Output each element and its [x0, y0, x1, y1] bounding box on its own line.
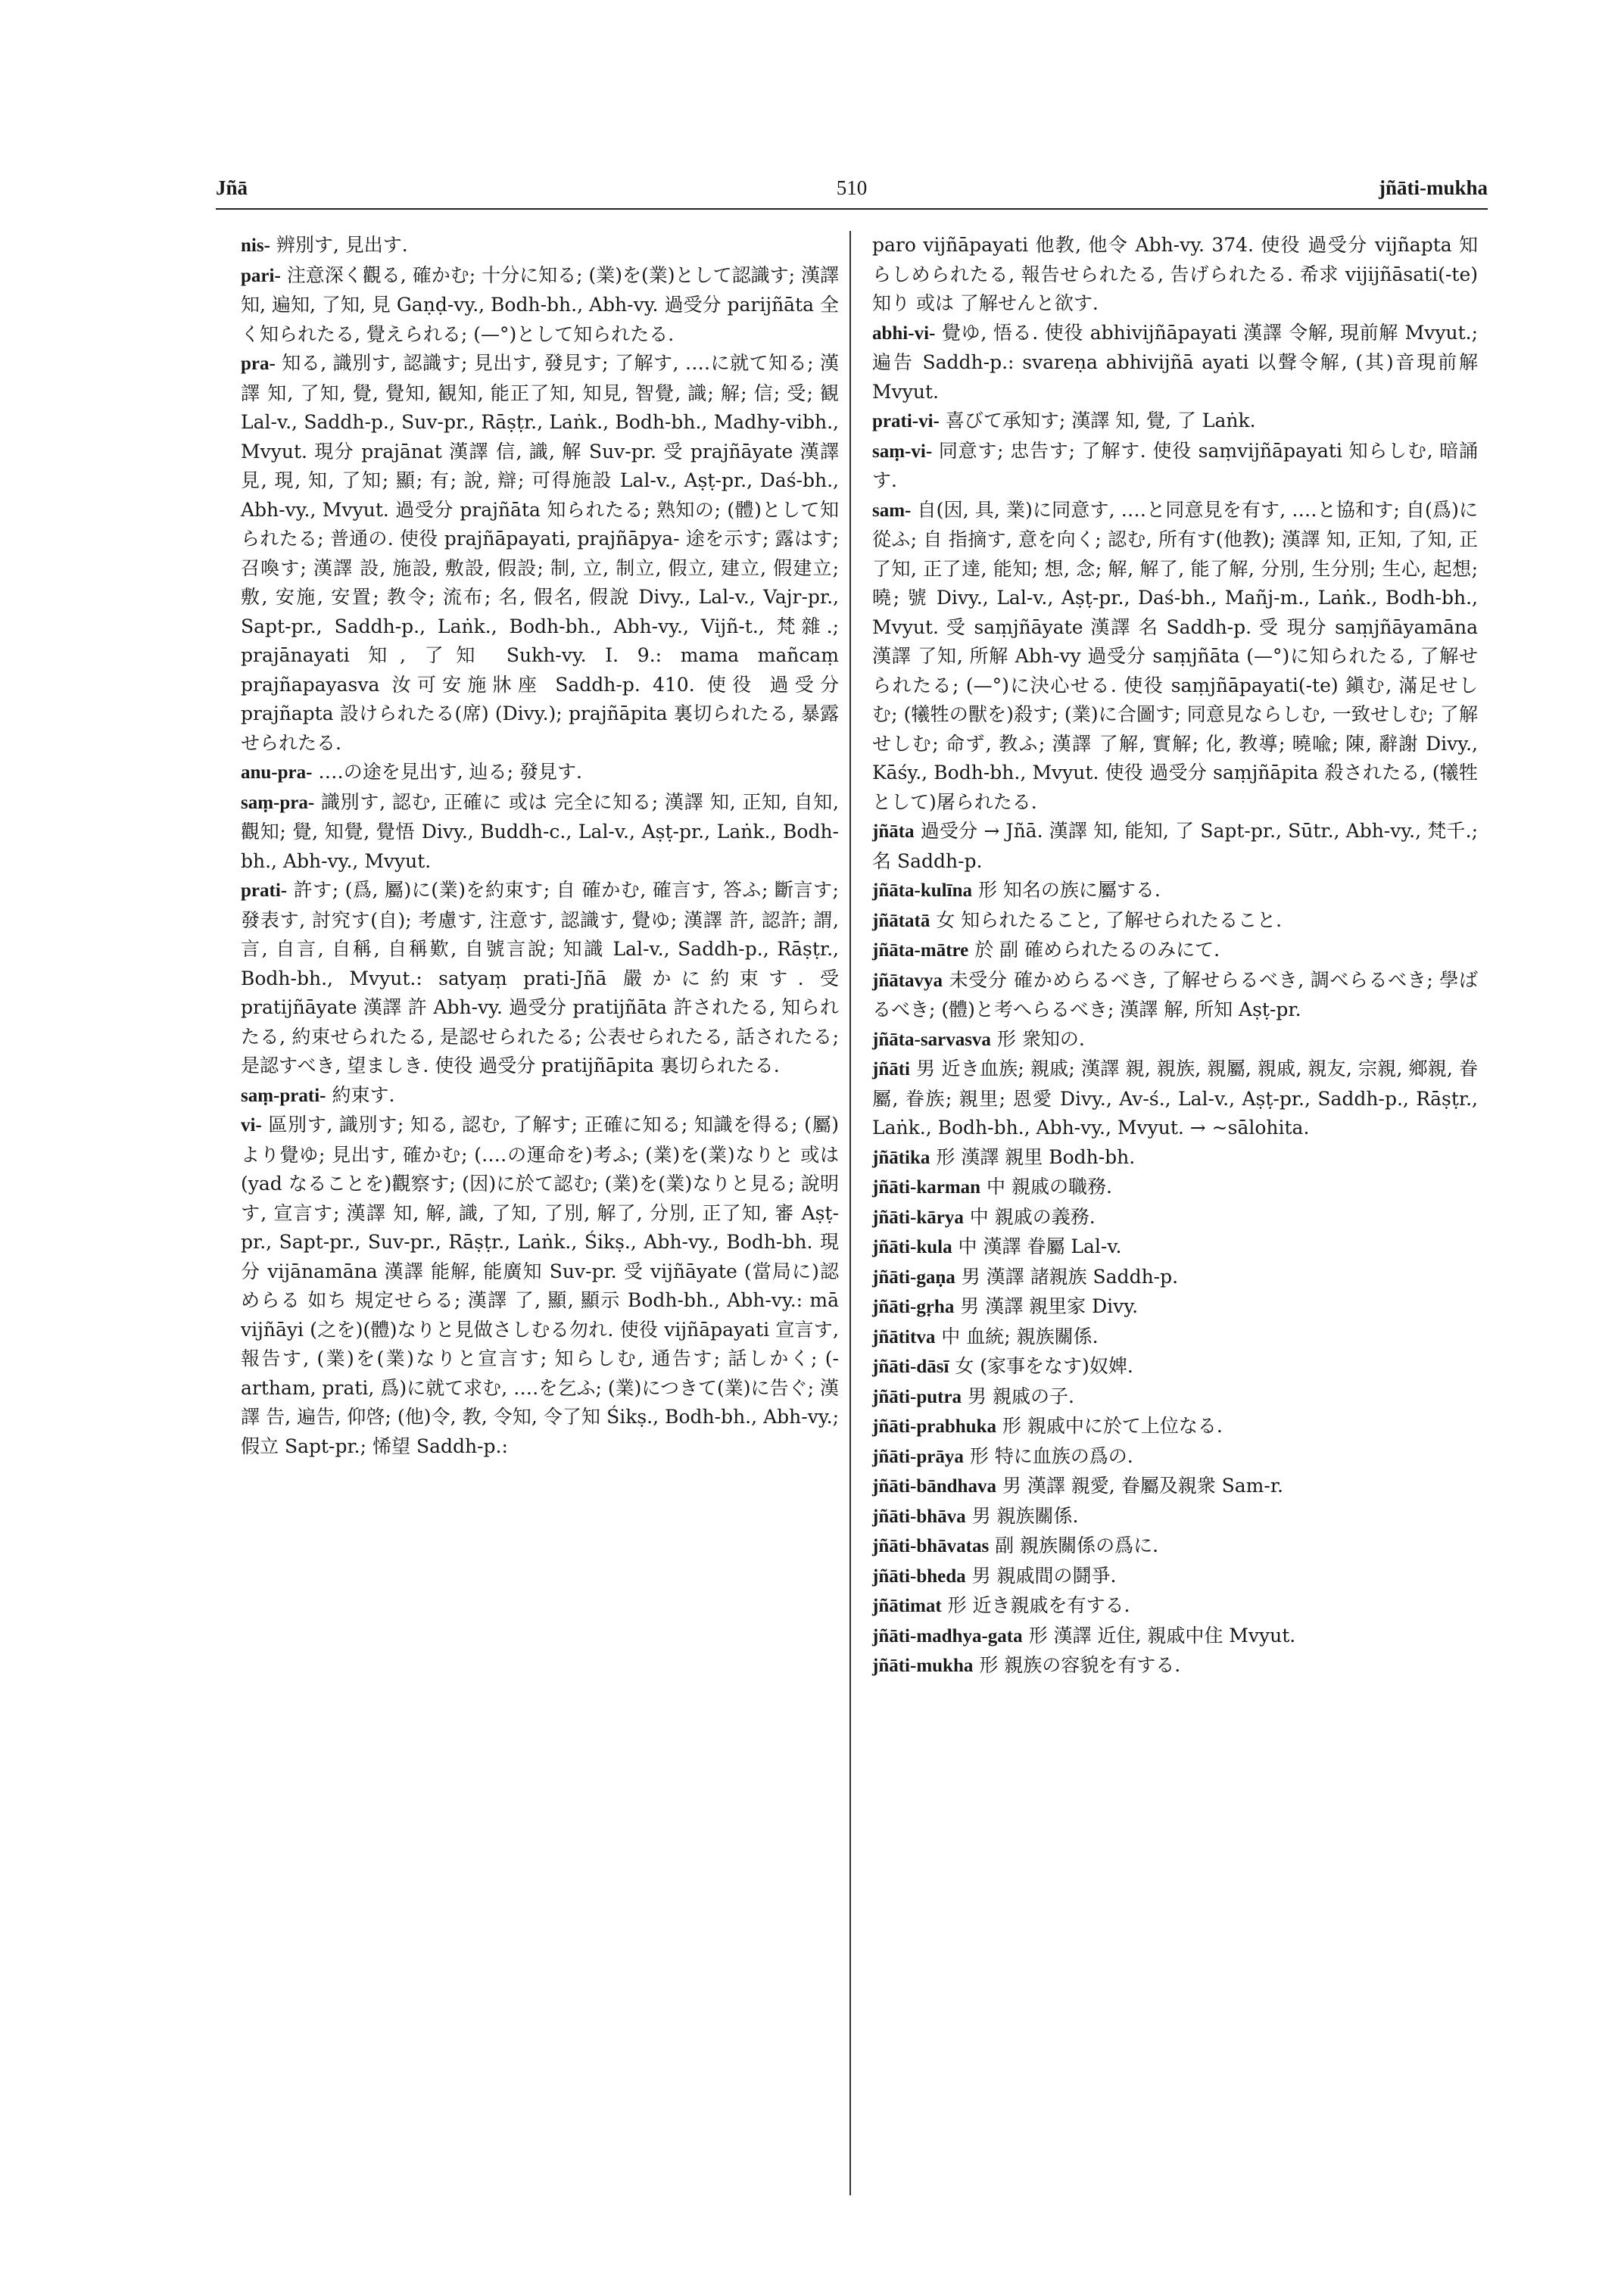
dictionary-entry [872, 1173, 1478, 1203]
entry-definition: 未受分 確かめらるべき, 了解せらるべき, 調べらるべき; 學ばるべき; (體)と考へらるべき; 漢譯 解, 所知 Aṣṭ-pr. [872, 968, 1479, 1020]
entry-headword: saṃ-prati- [241, 1085, 326, 1106]
entry-definition: 注意深く觀る, 確かむ; 十分に知る; (業)を(業)として認識す; 漢譯 知, 遍知, 了知, 見 Gaṇḍ-vy., Bodh-bh., Abh-vy. 過受分 parijñāta 全く知られたる, 覺えられる; (—°)として知られたる. [241, 263, 839, 345]
entry-definition: paro vijñāpayati 他教, 他令 Abh-vy. 374. 使役 過受分 vijñapta 知らしめられたる, 報告せられたる, 告げられたる. 希求 vijijñāsati(-te) 知り 或は 了解せんと欲す. [872, 234, 1478, 314]
entry-headword: nis- [241, 235, 270, 256]
entry-headword: jñāti-kula [872, 1237, 952, 1257]
dictionary-entry [872, 496, 1478, 818]
dictionary-entry [241, 788, 839, 877]
entry-definition: 男 親族關係. [971, 1504, 1079, 1527]
entry-headword: anu-pra- [241, 762, 313, 783]
entry-headword: jñātika [872, 1147, 930, 1168]
dictionary-entry [872, 1442, 1478, 1472]
entry-headword: jñāta-mātre [872, 940, 969, 961]
dictionary-entry [872, 1562, 1478, 1592]
entry-headword: jñātavya [872, 970, 943, 991]
entry-definition: 同意す; 忠告す; 了解す. 使役 saṃvijñāpayati 知らしむ, 暗誦す. [872, 439, 1479, 491]
entry-definition: 自(因, 具, 業)に同意す, ‥‥と同意見を有す, ‥‥と協和す; 自(爲)に從ふ; 自 指摘す, 意を向く; 認む, 所有す(他教); 漢譯 知, 正知, 了知, 正了知, 正了達, 能知; 想, 念; 解, 解了, 能了解, 分別, 生分別; 生心, 起想; 曉; 號 Divy., Lal-v., Aṣṭ-pr., Daś-bh., Mañj-m., Laṅk., Bodh-bh., Mvyut. 受 saṃjñāyate 漢譯 名 Saddh-p. 受 現分 saṃjñāyamāna 漢譯 了知, 所解 Abh-vy 過受分 saṃjñāta (—°)に知られたる, 了解せられたる; (—°)に決心せる. 使役 saṃjñāpayati(-te) 鎭む, 滿足せしむ; (犧牲の獸を)殺す; (業)に合圖す; 同意見ならしむ, 一致せしむ; 了解せしむ; 命ず, 教ふ; 漢譯 了解, 實解; 化, 教導; 曉喩; 陳, 辭謝 Divy., Kāśy., Bodh-bh., Mvyut. 使役 過受分 saṃjñāpita 殺されたる, (犧牲として)屠られたる. [872, 498, 1478, 813]
entry-definition: 形 衆知の. [996, 1027, 1085, 1050]
entry-headword: saṃ-pra- [241, 792, 315, 813]
entry-definition: 中 親戚の義務. [969, 1205, 1096, 1228]
dictionary-entry [872, 1651, 1478, 1681]
entry-definition: 男 近き血族; 親戚; 漢譯 親, 親族, 親屬, 親戚, 親友, 宗親, 鄉親, 眷屬, 眷族; 親里; 恩愛 Divy., Av-ś., Lal-v., Aṣṭ-pr., Saddh-p., Rāṣṭr., Laṅk., Bodh-bh., Abh-vy., Mvyut. → ~sālohita. [872, 1058, 1479, 1139]
entry-headword: jñāti-bheda [872, 1566, 966, 1587]
entry-definition: 男 漢譯 親愛, 眷屬及親衆 Sam-r. [1002, 1475, 1283, 1497]
dictionary-entry [241, 349, 839, 758]
entry-headword: jñāti-dāsī [872, 1357, 949, 1377]
dictionary-entry [872, 407, 1478, 437]
dictionary-entry [872, 1025, 1478, 1055]
entry-definition: 辨別す, 見出す. [276, 234, 408, 256]
dictionary-entry [872, 1531, 1478, 1562]
page-number: 510 [836, 176, 868, 199]
entry-definition: 男 漢譯 親里家 Divy. [960, 1295, 1139, 1317]
entry-definition: 喜びて承知す; 漢譯 知, 覺, 了 Laṅk. [945, 410, 1256, 431]
dictionary-entry [872, 1352, 1478, 1382]
entry-headword: jñāti-putra [872, 1386, 962, 1407]
entry-headword: jñāta-sarvasva [872, 1029, 991, 1050]
dictionary-entry [241, 1081, 839, 1111]
entry-definition: 約束す. [332, 1083, 395, 1106]
entry-headword: sam- [872, 500, 912, 521]
entry-headword: saṃ-vi- [872, 441, 933, 462]
entry-headword: jñāti-prabhuka [872, 1416, 996, 1437]
dictionary-entry [872, 817, 1478, 876]
entry-headword: prati- [241, 880, 288, 901]
entry-headword: prati-vi- [872, 411, 940, 431]
entry-definition: 覺ゆ, 悟る. 使役 abhivijñāpayati 漢譯 令解, 現前解 Mvyut.; 遍告 Saddh-p.: svareṇa abhivijñā ayati 以聲令解, (其)音現前解 Mvyut. [872, 321, 1478, 403]
dictionary-entry [872, 1055, 1478, 1143]
entry-headword: jñāti-madhya-gata [872, 1625, 1023, 1647]
entry-headword: jñāti-kārya [872, 1207, 964, 1228]
dictionary-entry [872, 1263, 1478, 1293]
dictionary-entry [872, 1591, 1478, 1622]
entry-headword: jñāti-karman [872, 1177, 981, 1198]
entry-definition: 女 知られたること, 了解せられたること. [936, 908, 1283, 931]
dictionary-entry [872, 1143, 1478, 1173]
entry-headword: jñāti-gṛha [872, 1297, 955, 1317]
entry-headword: jñāti-bhāva [872, 1506, 966, 1527]
dictionary-entry [872, 1622, 1478, 1652]
dictionary-entry [872, 906, 1478, 936]
entry-definition: 中 漢譯 眷屬 Lal-v. [958, 1235, 1122, 1257]
entry-headword: vi- [241, 1115, 262, 1136]
entry-headword: jñāti-bāndhava [872, 1476, 996, 1497]
left-column [241, 231, 839, 1461]
entry-definition: 中 親戚の職務. [987, 1176, 1112, 1198]
entry-definition: 許す; (爲, 屬)に(業)を約束す; 自 確かむ, 確言す, 答ふ; 斷言す; 發表す, 討究す(自); 考慮す, 注意す, 認識す, 覺ゆ; 漢譯 許, 認許; 謂, 言, 自言, 自稱, 自稱歎, 自號言說; 知識 Lal-v., Saddh-p., Rāṣṭr., Bodh-bh., Mvyut.: satyaṃ prati-Jñā 嚴かに約束す. 受 pratijñāyate 漢譯 許 Abh-vy. 過受分 pratijñāta 許されたる, 知られたる, 約束せられたる, 是認せられたる; 公表せられたる, 話されたる; 是認すべき, 望ましき. 使役 過受分 pratijñāpita 裏切られたる. [241, 879, 839, 1076]
dictionary-entry [872, 1472, 1478, 1502]
dictionary-entry [241, 876, 839, 1081]
entry-definition: 形 知名の族に屬する. [977, 879, 1161, 901]
entry-definition: 形 特に血族の爲の. [969, 1444, 1133, 1467]
entry-definition: 於 副 確められたるのみにて. [974, 939, 1220, 961]
entry-headword: jñātatā [872, 910, 930, 931]
entry-definition: 區別す, 識別す; 知る, 認む, 了解す; 正確に知る; 知識を得る; (屬)より覺ゆ; 見出す, 確かむ; (‥‥の運命を)考ふ; (業)を(業)なりと 或は (yad なることを)觀察す; (因)に於て認む; (業)を(業)なりと見る; 說明す, 宣言す; 漢譯 知, 解, 識, 了知, 了別, 解了, 分別, 正了知, 審 Aṣṭ-pr., Sapt-pr., Suv-pr., Rāṣṭr., Laṅk., Śikṣ., Abh-vy., Bodh-bh. 現分 vijānamāna 漢譯 能解, 能廣知 Suv-pr. 受 vijñāyate (當局に)認めらる 如ち 規定せらる; 漢譯 了, 顯, 顯示 Bodh-bh., Abh-vy.: mā vijñāyi (之を)(體)なりと見做さしむる勿れ. 使役 vijñāpayati 宣言す, 報告す, (業)を(業)なりと宣言す; 知らしむ, 通告す; 話しかく; (-artham, prati, 爲)に就て求む, ‥‥を乞ふ; (業)につきて(業)に告ぐ; 漢譯 告, 遍告, 仰啓; (他)令, 教, 令知, 令了知 Śikṣ., Bodh-bh., Abh-vy.; 假立 Sapt-pr.; 悕望 Saddh-p.: [241, 1114, 839, 1457]
dictionary-entry [872, 1292, 1478, 1323]
entry-definition: 形 親戚中に於て上位なる. [1002, 1415, 1223, 1437]
page-header [216, 173, 1488, 203]
entry-definition: 男 漢譯 諸親族 Saddh-p. [961, 1265, 1179, 1288]
entry-headword: jñāti-prāya [872, 1446, 964, 1467]
entry-headword: jñāti-bhāvatas [872, 1536, 990, 1556]
right-column [872, 231, 1478, 1681]
entry-headword: pari- [241, 265, 281, 286]
running-head-right: jñāti-mukha [1378, 176, 1488, 199]
dictionary-entry [872, 1502, 1478, 1532]
entry-definition: 男 親戚の子. [968, 1385, 1074, 1407]
dictionary-entry [872, 1203, 1478, 1233]
entry-headword: abhi-vi- [872, 322, 936, 344]
entry-headword: pra- [241, 354, 276, 374]
dictionary-entry [872, 1382, 1478, 1413]
running-head-left: Jñā [216, 176, 248, 199]
dictionary-entry [241, 231, 839, 261]
dictionary-entry [872, 1232, 1478, 1263]
dictionary-entry [872, 1412, 1478, 1442]
column-divider [849, 231, 851, 2195]
entry-definition: 男 親戚間の鬪爭. [971, 1564, 1117, 1587]
entry-headword: jñāta-kulīna [872, 880, 972, 901]
entry-definition: ‥‥の途を見出す, 辿る; 發見す. [318, 761, 582, 783]
entry-definition: 副 親族關係の爲に. [995, 1534, 1159, 1556]
entry-definition: 中 血統; 親族關係. [941, 1325, 1099, 1347]
dictionary-entry [241, 261, 839, 350]
dictionary-entry [872, 1323, 1478, 1353]
dictionary-entry [241, 1111, 839, 1461]
entry-definition: 形 漢譯 親里 Bodh-bh. [936, 1145, 1136, 1168]
entry-definition: 形 漢譯 近住, 親戚中住 Mvyut. [1028, 1624, 1296, 1647]
dictionary-entry [872, 231, 1478, 319]
header-rule [216, 208, 1488, 210]
entry-headword: jñāti-gaṇa [872, 1266, 955, 1288]
dictionary-entry [872, 876, 1478, 906]
dictionary-entry [872, 319, 1478, 407]
dictionary-entry [872, 966, 1478, 1025]
entry-definition: 知る, 識別す, 認識す; 見出す, 發見す; 了解す, ‥‥に就て知る; 漢譯 知, 了知, 覺, 覺知, 観知, 能正了知, 知見, 智覺, 識; 解; 信; 受; 観 Lal-v., Saddh-p., Suv-pr., Rāṣṭr., Laṅk., Bodh-bh., Madhy-vibh., Mvyut. 現分 prajānat 漢譯 信, 識, 解 Suv-pr. 受 prajñāyate 漢譯 見, 現, 知, 了知; 顯; 有; 說, 辯; 可得施設 Lal-v., Aṣṭ-pr., Daś-bh., Abh-vy., Mvyut. 過受分 prajñāta 知られたる; 熟知の; (體)として知られたる; 普通の. 使役 prajñāpayati, prajñāpya- 途を示す; 露はす; 召喚す; 漢譯 設, 施設, 敷設, 假設; 制, 立, 制立, 假立, 建立, 假建立; 敷, 安施, 安置; 教令; 流布; 名, 假名, 假說 Divy., Lal-v., Vajr-pr., Sapt-pr., Saddh-p., Laṅk., Bodh-bh., Abh-vy., Vijñ-t., 梵雜.; prajānayati 知, 了知 Sukh-vy. I. 9.: mama mañcaṃ prajñapayasva 汝可安施牀座 Saddh-p. 410. 使役 過受分 prajñapta 設けられたる(席) (Divy.); prajñāpita 裏切られたる, 暴露せられたる. [241, 352, 839, 754]
entry-headword: jñāti [872, 1059, 910, 1080]
entry-headword: jñāti-mukha [872, 1656, 974, 1676]
dictionary-entry [872, 437, 1478, 496]
entry-definition: 女 (家事をなす)奴婢. [955, 1355, 1133, 1377]
dictionary-entry [241, 758, 839, 788]
entry-headword: jñātimat [872, 1596, 942, 1616]
dictionary-entry [872, 936, 1478, 966]
entry-headword: jñātitva [872, 1326, 936, 1347]
entry-definition: 識別す, 認む, 正確に 或は 完全に知る; 漢譯 知, 正知, 自知, 觀知; 覺, 知覺, 覺悟 Divy., Buddh-c., Lal-v., Aṣṭ-pr., Laṅk., Bodh-bh., Abh-vy., Mvyut. [241, 790, 840, 872]
entry-definition: 過受分 → Jñā. 漢譯 知, 能知, 了 Sapt-pr., Sūtr., Abh-vy., 梵千.; 名 Saddh-p. [872, 820, 1478, 872]
entry-definition: 形 近き親戚を有する. [947, 1594, 1130, 1616]
entry-headword: jñāta [872, 821, 915, 842]
entry-definition: 形 親族の容貌を有する. [979, 1654, 1181, 1676]
